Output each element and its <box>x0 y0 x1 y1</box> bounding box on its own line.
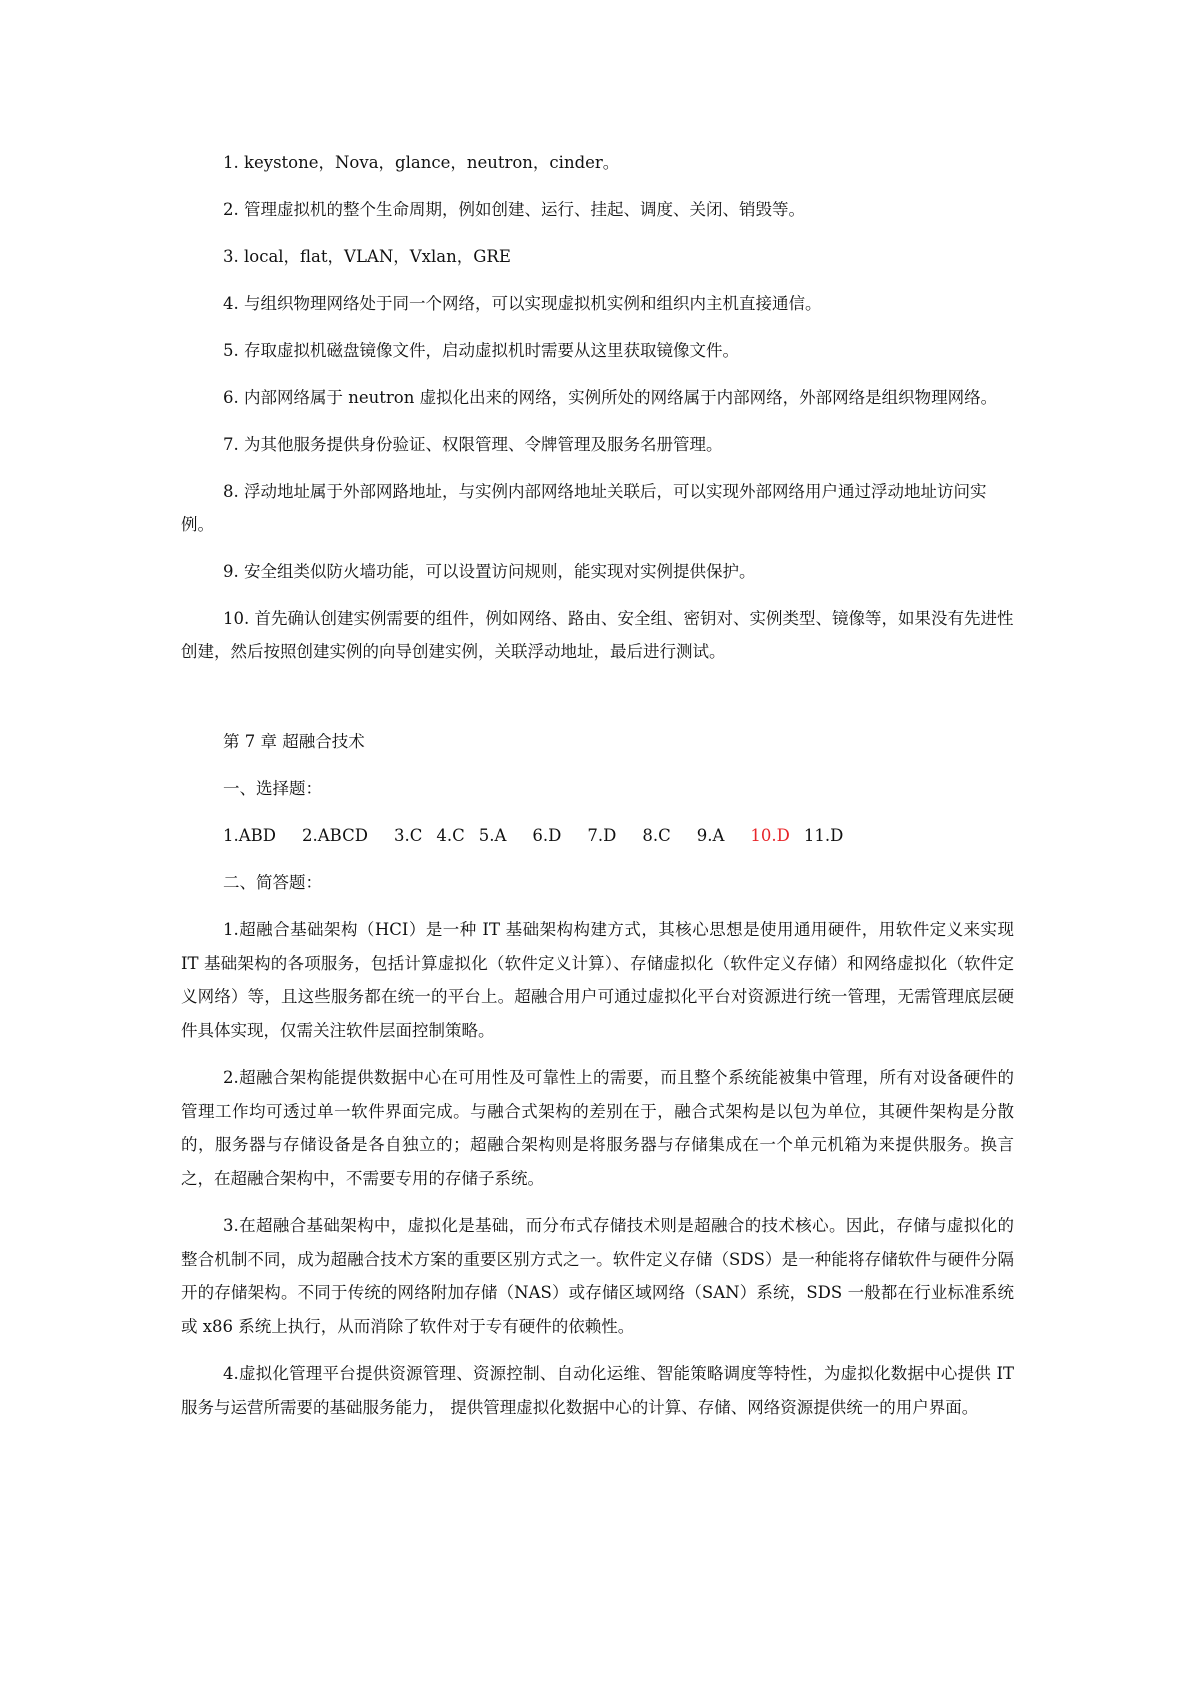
answer-item: 2. 管理虚拟机的整个生命周期，例如创建、运行、挂起、调度、关闭、销毁等。 <box>223 200 805 219</box>
section-heading-short-answer: 二、简答题： <box>223 873 322 892</box>
answer-item: 1. keystone，Nova，glance，neutron，cinder。 <box>223 153 620 172</box>
choice-answer: 3.C <box>393 826 423 845</box>
short-answer-list <box>181 913 1014 1424</box>
choice-answer: 5.A <box>478 826 507 845</box>
answer-item: 5. 存取虚拟机磁盘镜像文件，启动虚拟机时需要从这里获取镜像文件。 <box>223 341 739 360</box>
answer-item: 4. 与组织物理网络处于同一个网络，可以实现虚拟机实例和组织内主机直接通信。 <box>223 294 822 313</box>
answer-item: 10. 首先确认创建实例需要的组件，例如网络、路由、安全组、密钥对、实例类型、镜像等，如果没有先进性创建，然后按照创建实例的向导创建实例，关联浮动地址，最后进行测试。 <box>181 609 1014 661</box>
answer-item: 9. 安全组类似防火墙功能，可以设置访问规则，能实现对实例提供保护。 <box>223 562 756 581</box>
choice-answer: 2.ABCD <box>302 826 368 845</box>
choice-answer: 9.A <box>696 826 725 845</box>
short-answer-item: 3.在超融合基础架构中，虚拟化是基础，而分布式存储技术则是超融合的技术核心。因此，存储与虚拟化的整合机制不同，成为超融合技术方案的重要区别方式之一。软件定义存储（SDS）是一种能将存储软件与硬件分隔开的存储架构。不同于传统的网络附加存储（NAS）或存储区域网络（SAN）系统，SDS 一般都在行业标准系统或 x86 系统上执行，从而消除了软件对于专有硬件的依赖性。 <box>181 1216 1014 1336</box>
choice-answer-highlighted: 10.D <box>750 826 790 845</box>
choice-answer: 7.D <box>587 826 617 845</box>
short-answer-item: 1.超融合基础架构（HCI）是一种 IT 基础架构构建方式，其核心思想是使用通用硬件，用软件定义来实现 IT 基础架构的各项服务，包括计算虚拟化（软件定义计算）、存储虚拟化（软件定义存储）和网络虚拟化（软件定义网络）等，且这些服务都在统一的平台上。超融合用户可通过虚拟化平台对资源进行统一管理，无需管理底层硬件具体实现，仅需关注软件层面控制策略。 <box>181 920 1014 1040</box>
document-body <box>181 146 1014 1438</box>
answer-item: 8. 浮动地址属于外部网路地址，与实例内部网络地址关联后，可以实现外部网络用户通过浮动地址访问实例。 <box>181 482 987 534</box>
answer-list-chapter-6 <box>181 146 1014 668</box>
section-heading-choice: 一、选择题： <box>223 779 322 798</box>
answer-item: 3. local，flat，VLAN，Vxlan，GRE <box>223 247 511 266</box>
answer-item: 7. 为其他服务提供身份验证、权限管理、令牌管理及服务名册管理。 <box>223 435 723 454</box>
choice-answer: 4.C <box>436 826 465 845</box>
choice-answer: 8.C <box>642 826 671 845</box>
short-answer-item: 2.超融合架构能提供数据中心在可用性及可靠性上的需要，而且整个系统能被集中管理，所有对设备硬件的管理工作均可透过单一软件界面完成。与融合式架构的差别在于，融合式架构是以包为单位，其硬件架构是分散的，服务器与存储设备是各自独立的；超融合架构则是将服务器与存储集成在一个单元机箱为来提供服务。换言之，在超融合架构中，不需要专用的存储子系统。 <box>181 1068 1014 1188</box>
short-answer-item: 4.虚拟化管理平台提供资源管理、资源控制、自动化运维、智能策略调度等特性，为虚拟化数据中心提供 IT 服务与运营所需要的基础服务能力， 提供管理虚拟化数据中心的计算、存储、网络资源提供统一的用户界面。 <box>181 1364 1014 1417</box>
chapter-title: 第 7 章 超融合技术 <box>223 732 365 751</box>
choice-answer: 11.D <box>803 826 844 845</box>
choice-answer: 1.ABD <box>223 826 277 845</box>
choice-answer-row <box>181 819 1014 852</box>
answer-item: 6. 内部网络属于 neutron 虚拟化出来的网络，实例所处的网络属于内部网络，外部网络是组织物理网络。 <box>223 388 998 407</box>
choice-answer: 6.D <box>532 826 562 845</box>
